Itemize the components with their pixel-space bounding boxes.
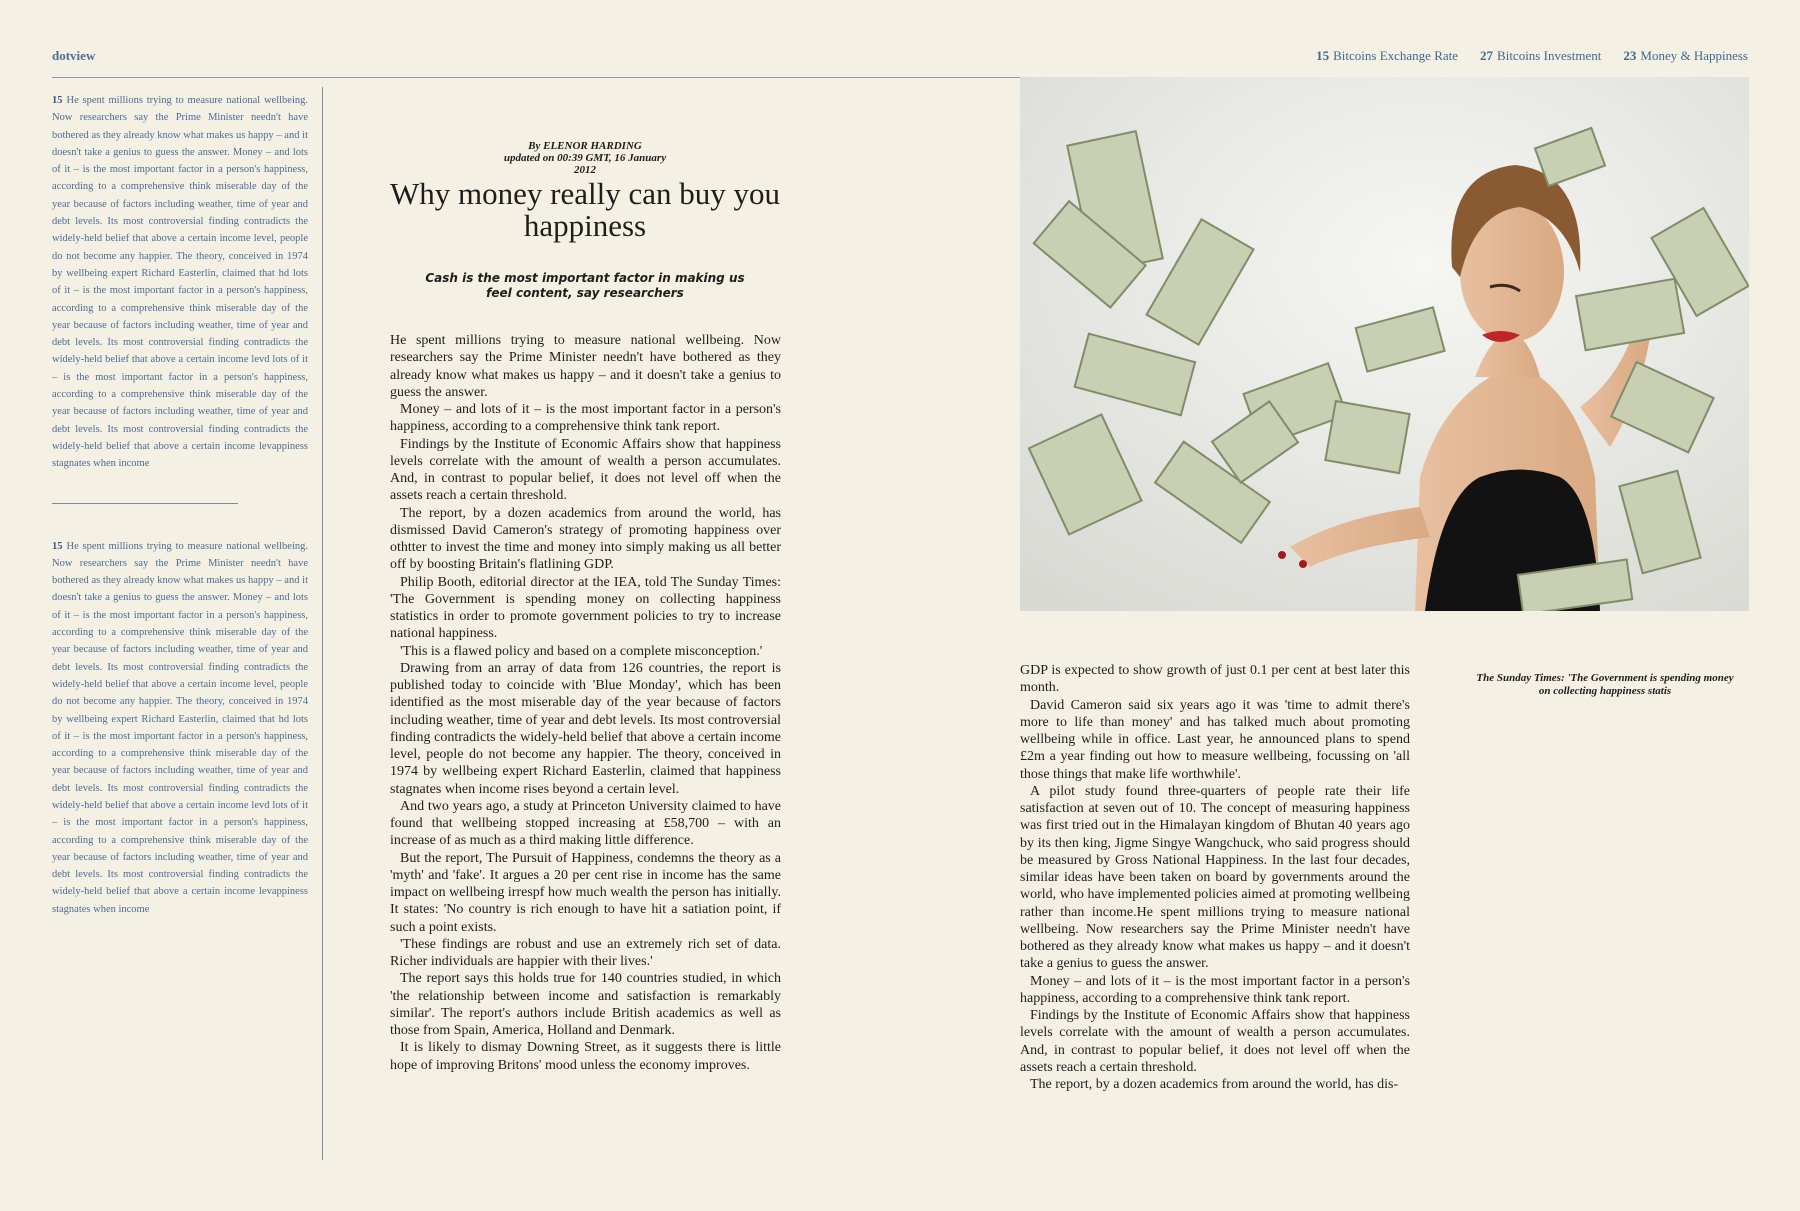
article-paragraph: Philip Booth, editorial director at the IEA, told The Sunday Times: 'The Government is spending money on collecting happiness statistics in order to promote government policies to try to increase national happiness. — [390, 574, 781, 642]
sidebar-snippet — [52, 92, 308, 473]
article-body-continued — [1020, 662, 1410, 1093]
article-body-main — [390, 332, 781, 1074]
article-paragraph: Money – and lots of it – is the most important factor in a person's happiness, according to a comprehensive think tank report. — [390, 402, 781, 435]
article-paragraph: 'This is a flawed policy and based on a complete misconception.' — [400, 643, 763, 659]
updated-timestamp: updated on 00:39 GMT, 16 January — [503, 152, 667, 164]
article-paragraph: The report says this holds true for 140 countries studied, in which 'the relationship between income and satisfaction is remarkably similar'. The report's authors include British academics as well as those from Spain, America, Holland and Denmark. — [390, 971, 781, 1038]
article-paragraph: Drawing from an array of data from 126 countries, the report is published today to coincide with 'Blue Monday', which has been identified as the most miserable day of the year because of factors including weather, time of year and debt levels. Its most controversial finding contradicts the widely-held belief that above a certain income level, people do not become any happier. The theory, conceived in 1974 by wellbeing expert Richard Easterlin, claimed that happiness stagnates when income rises beyond a certain level. — [390, 660, 781, 797]
nav-label: Bitcoins Exchange Rate — [1333, 48, 1459, 63]
article-headline: Why money really can buy you happiness — [390, 176, 780, 243]
article-photo — [1020, 77, 1749, 611]
sidebar-divider — [52, 503, 238, 504]
article-paragraph: And two years ago, a study at Princeton University claimed to have found that wellbeing stopped increasing at £58,700 – with an increase of as much as a third making little difference. — [390, 798, 781, 849]
snippet-page-number: 15 — [52, 95, 63, 106]
snippet-text: He spent millions trying to measure national wellbeing. Now researchers say the Prime Minister needn't have bothered as they already know what makes us happy – and it doesn't take a genius to guess the answer. Money – and lots of it – is the most important factor in a person's happiness, according to a comprehensive think miserable day of the year because of factors including weather, time of year and debt levels. Its most controversial finding contradicts the widely-held belief that above a certain income level, people do not become any happier. The theory, conceived in 1974 by wellbeing expert Richard Easterlin, claimed that hd lots of it – is the most important factor in a person's happiness, according to a comprehensive think miserable day of the year because of factors including weather, time of year and debt levels. Its most controversial finding contradicts the widely-held belief that above a certain income levd lots of it – is the most important factor in a person's happiness, according to a comprehensive think miserable day of the year because of factors including weather, time of year and debt levels. Its most controversial finding contradicts the widely-held belief that above a certain income levappiness stagnates when income — [52, 540, 308, 915]
nav-page-number: 27 — [1480, 48, 1494, 63]
article-paragraph: The report, by a dozen academics from around the world, has dis- — [1030, 1077, 1399, 1092]
nav-link-bitcoins-exchange-rate[interactable] — [1316, 48, 1458, 64]
article-paragraph: Findings by the Institute of Economic Affairs show that happiness levels correlate with the amount of wealth a person accumulates. And, in contrast to popular belief, it does not level off when the assets reach a certain threshold. — [1020, 1008, 1410, 1075]
photo-caption: The Sunday Times: 'The Government is spending money on collecting happiness statis — [1476, 672, 1734, 697]
article-paragraph: GDP is expected to show growth of just 0.1 per cent at best later this month. — [1020, 663, 1410, 696]
article-standfirst: Cash is the most important factor in making us feel content, say researchers — [425, 271, 745, 300]
sidebar-snippet — [52, 538, 308, 919]
article-paragraph: Money – and lots of it – is the most important factor in a person's happiness, according to a comprehensive think tank report. — [1020, 973, 1410, 1006]
article-paragraph: But the report, The Pursuit of Happiness, condemns the theory as a 'myth' and 'fake'. It argues a 20 per cent rise in income has the same impact on wellbeing irrespf how much wealth the person has initially. It states: 'No country is rich enough to have hit a satiation point, if such a point exists. — [390, 850, 781, 935]
top-navigation — [1316, 48, 1748, 64]
article-paragraph: The report, by a dozen academics from around the world, has dismissed David Cameron's strategy of promoting happiness over othtter to invest the time and money into simply making us all better off by boosting Britain's flatlining GDP. — [390, 505, 781, 573]
nav-link-bitcoins-investment[interactable] — [1480, 48, 1601, 64]
sidebar — [52, 92, 308, 918]
article-paragraph: David Cameron said six years ago it was 'time to admit there's more to life than money' and has talked much about promoting wellbeing while in office. Last year, he announced plans to spend £2m a year finding out how to measure wellbeing, focussing on 'all those things that make life worthwhile'. — [1020, 697, 1410, 782]
updated-year: 2012 — [574, 164, 596, 176]
nav-link-money-happiness[interactable] — [1623, 48, 1748, 64]
nav-label: Bitcoins Investment — [1497, 48, 1602, 63]
author: By ELENOR HARDING — [528, 140, 642, 152]
nav-label: Money & Happiness — [1640, 48, 1748, 63]
column-divider — [322, 87, 323, 1160]
article-paragraph: A pilot study found three-quarters of people rate their life satisfaction at seven out of 10. The concept of measuring happiness was first tried out in the Himalayan kingdom of Bhutan 40 years ago by its then king, Jigme Singye Wangchuck, who said progress should be measured by Gross National Happiness. In the last four decades, similar ideas have been taken on board by governments around the world, who have implemented policies aimed at promoting wellbeing rather than income.He spent millions trying to measure national wellbeing. Now researchers say the Prime Minister needn't have bothered as they already know what makes us happy – and it doesn't take a genius to guess the answer. — [1020, 783, 1410, 972]
byline — [390, 140, 780, 176]
article-paragraph: 'These findings are robust and use an extremely rich set of data. Richer individuals are happier with their lives.' — [390, 936, 781, 969]
nav-page-number: 15 — [1316, 48, 1330, 63]
brand-logo[interactable]: dotview — [52, 48, 96, 63]
article-paragraph: It is likely to dismay Downing Street, as it suggests there is little hope of improving Britons' mood unless the economy improves. — [390, 1040, 781, 1073]
article-paragraph: Findings by the Institute of Economic Affairs show that happiness levels correlate with the amount of wealth a person accumulates. And, in contrast to popular belief, it does not level off when the assets reach a certain threshold. — [390, 436, 781, 504]
article-paragraph: He spent millions trying to measure national wellbeing. Now researchers say the Prime Minister needn't have bothered as they already know what makes us happy – and it doesn't take a genius to guess the answer. — [390, 333, 781, 400]
snippet-text: He spent millions trying to measure national wellbeing. Now researchers say the Prime Minister needn't have bothered as they already know what makes us happy – and it doesn't take a genius to guess the answer. Money – and lots of it – is the most important factor in a person's happiness, according to a comprehensive think miserable day of the year because of factors including weather, time of year and debt levels. Its most controversial finding contradicts the widely-held belief that above a certain income level, people do not become any happier. The theory, conceived in 1974 by wellbeing expert Richard Easterlin, claimed that hd lots of it – is the most important factor in a person's happiness, according to a comprehensive think miserable day of the year because of factors including weather, time of year and debt levels. Its most controversial finding contradicts the widely-held belief that above a certain income levd lots of it – is the most important factor in a person's happiness, according to a comprehensive think miserable day of the year because of factors including weather, time of year and debt levels. Its most controversial finding contradicts the widely-held belief that above a certain income levappiness stagnates when income — [52, 95, 308, 470]
nav-page-number: 23 — [1623, 48, 1637, 63]
snippet-page-number: 15 — [52, 540, 63, 552]
woman-with-money-illustration — [1020, 77, 1749, 611]
